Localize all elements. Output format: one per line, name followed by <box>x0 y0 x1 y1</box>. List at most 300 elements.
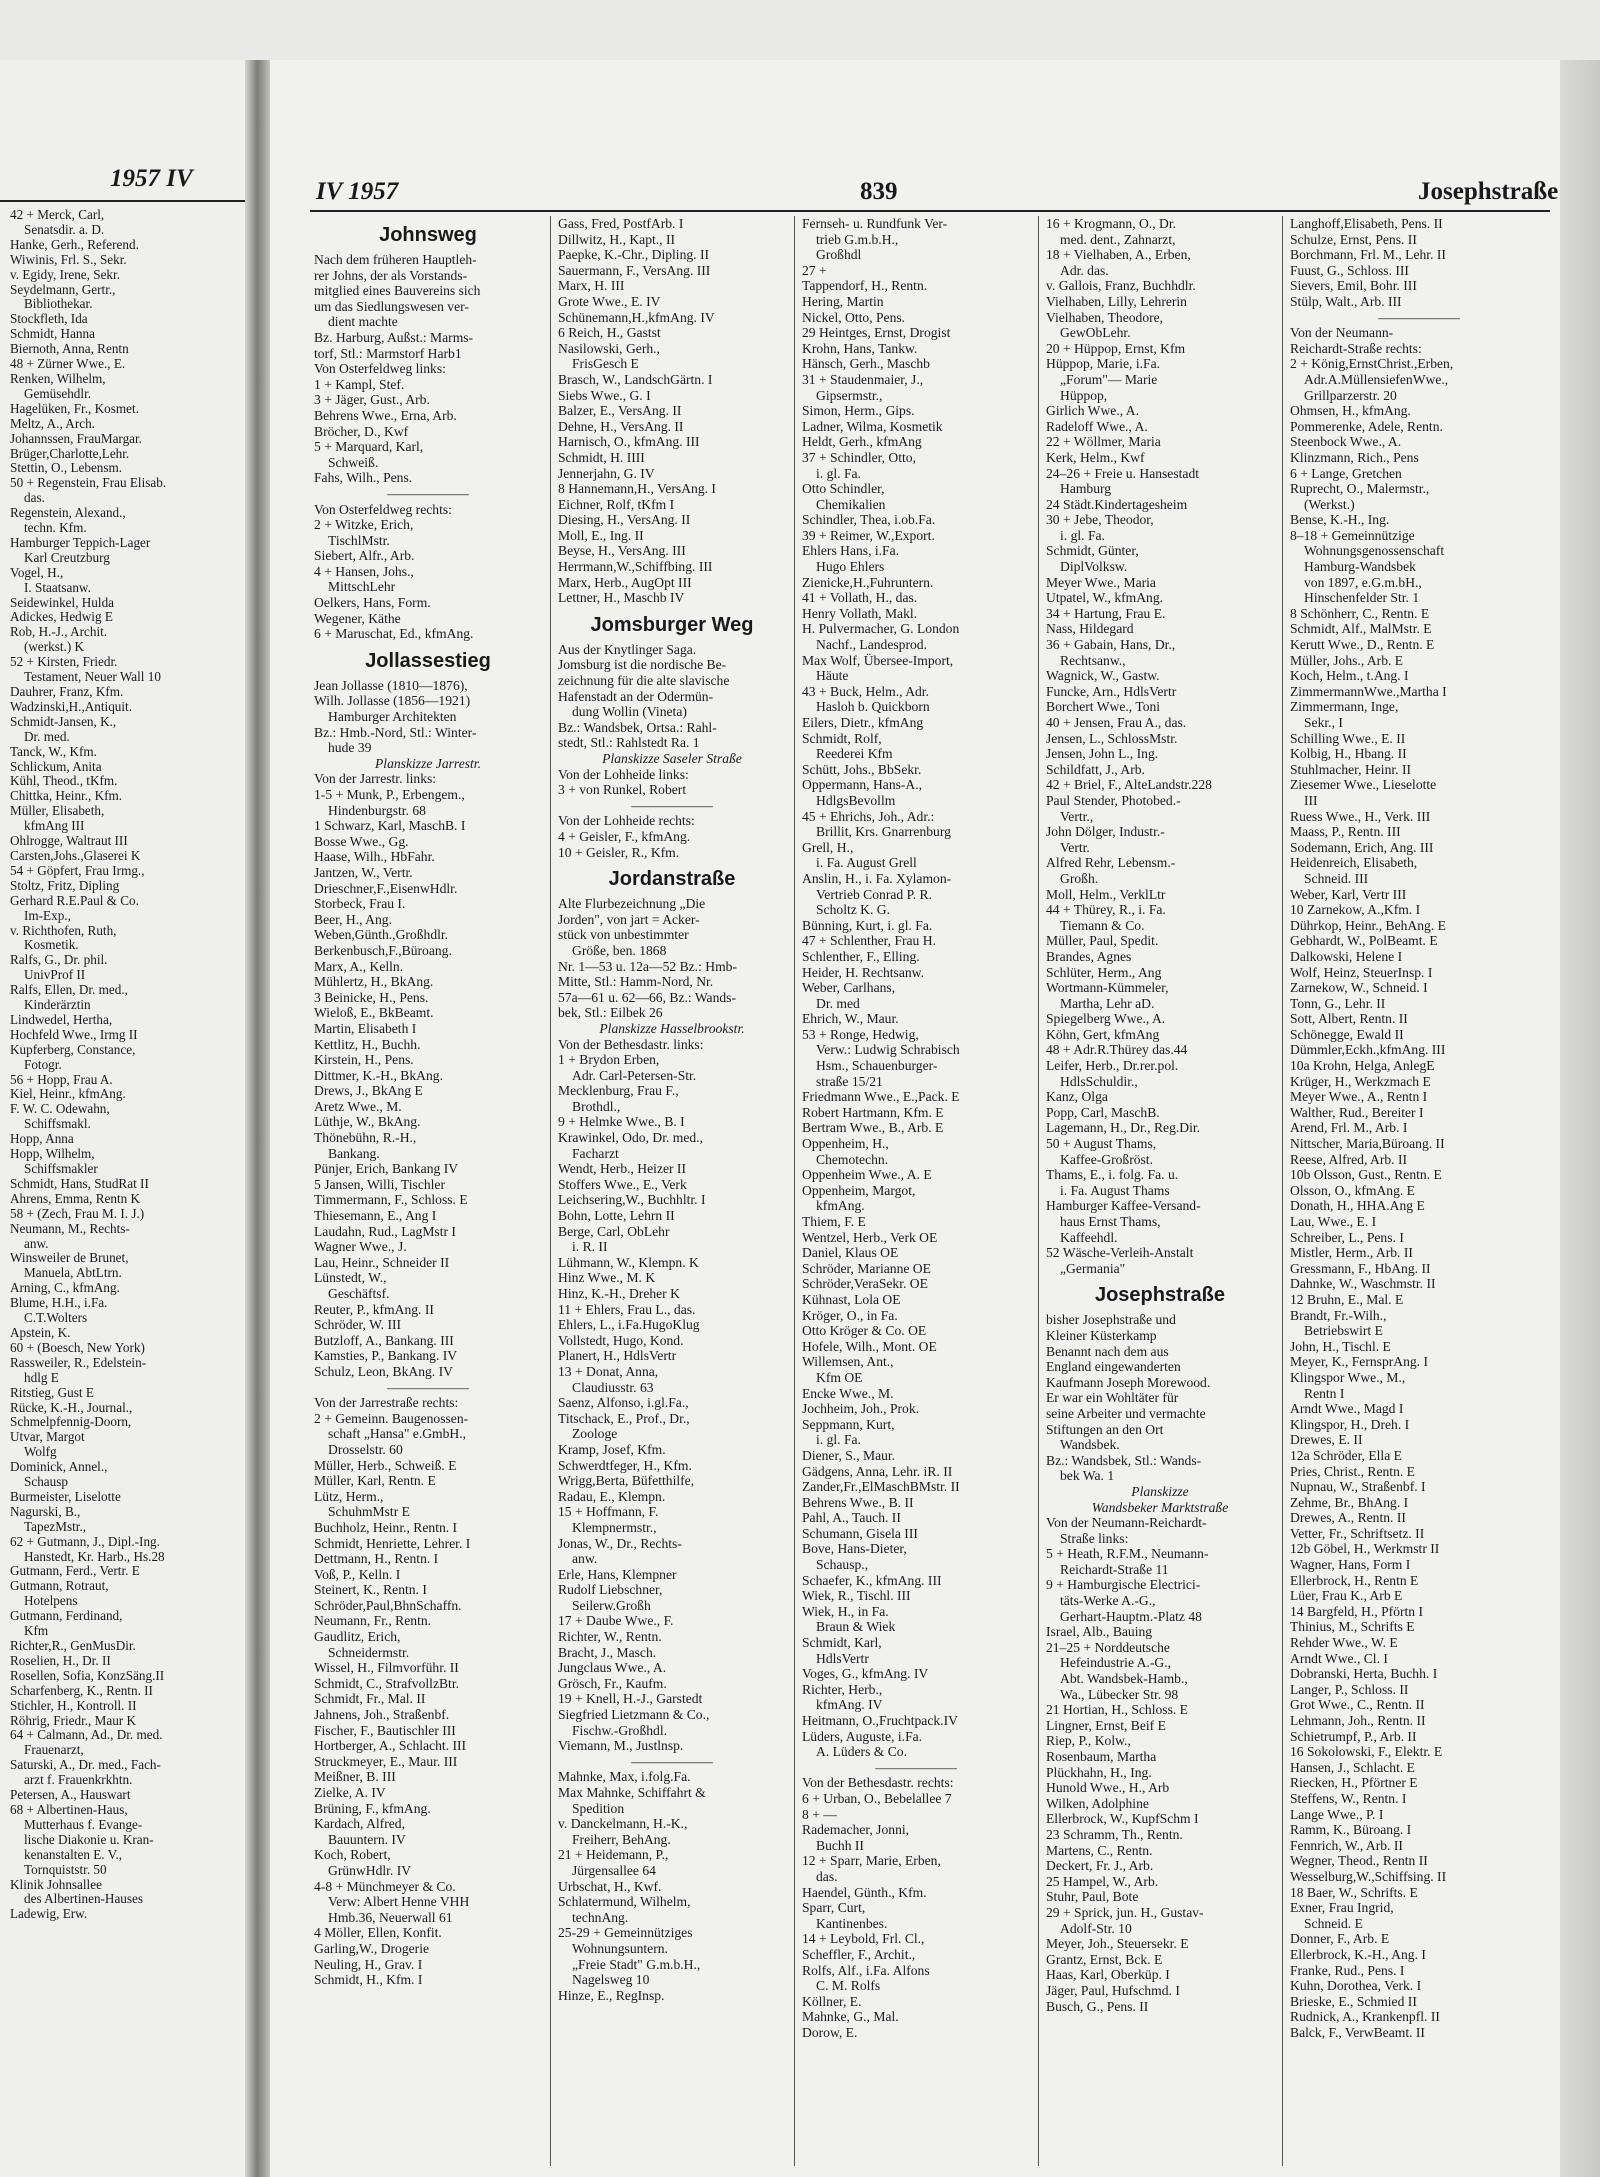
directory-entry: Hamburger Teppich-Lager <box>10 535 151 550</box>
directory-entry: Jahnens, Joh., Straßenbf. <box>314 1707 450 1723</box>
directory-entry: Jensen, L., SchlossMstr. <box>1046 730 1178 746</box>
directory-entry: Aretz Wwe., M. <box>314 1098 402 1114</box>
directory-entry: Friedmann Wwe., E.,Pack. E <box>802 1089 960 1105</box>
directory-entry: 57a—61 u. 62—66, Bz.: Wands- <box>558 989 736 1005</box>
directory-entry: Zarnekow, W., Schneid. I <box>1290 980 1428 996</box>
directory-entry: Köhn, Gert, kfmAng <box>1046 1026 1160 1042</box>
directory-entry: Bz. Harburg, Außst.: Marms- <box>314 329 474 345</box>
directory-entry: 42 + Merck, Carl, <box>10 208 105 222</box>
directory-entry: Kolbig, H., Hbang. II <box>1290 746 1407 762</box>
directory-entry: Nach dem früheren Hauptleh- <box>314 252 477 267</box>
directory-entry: v. Richthofen, Ruth, <box>10 923 117 938</box>
directory-entry: Brüning, F., kfmAng. <box>314 1800 431 1816</box>
entry-continuation: kfmAng. IV <box>816 1697 883 1713</box>
directory-entry: 10b Olsson, Gust., Rentn. E <box>1290 1167 1442 1183</box>
directory-entry: 58 + (Zech, Frau M. I. J.) <box>10 1206 145 1221</box>
directory-entry: Lange Wwe., P. I <box>1290 1806 1384 1822</box>
directory-entry: Sodemann, Erich, Ang. III <box>1290 839 1434 855</box>
directory-entry: Arning, C., kfmAng. <box>10 1281 120 1296</box>
directory-entry: Winsweiler de Brunet, <box>10 1251 129 1266</box>
entry-continuation: Senatsdir. a. D. <box>24 222 105 237</box>
directory-entry: Schulz, Leon, BkAng. IV <box>314 1363 453 1379</box>
directory-entry: Wesselburg,W.,Schiffsing. II <box>1290 1868 1447 1884</box>
entry-continuation: Jürgensallee 64 <box>572 1862 656 1878</box>
map-reference: Wandsbeker Marktstraße <box>1091 1499 1229 1515</box>
entry-continuation: Tornquiststr. 50 <box>24 1862 107 1877</box>
directory-entry: Klinzmann, Rich., Pens <box>1290 449 1419 465</box>
directory-entry: Drewes, A., Rentn. II <box>1290 1510 1406 1526</box>
entry-continuation: des Albertinen-Hauses <box>24 1892 144 1907</box>
directory-entry: Wissel, H., Filmvorführ. II <box>314 1660 459 1676</box>
directory-entry: Bense, K.-H., Ing. <box>1290 512 1390 528</box>
directory-entry: Simon, Herm., Gips. <box>802 403 915 419</box>
directory-entry: 14 Bargfeld, H., Pförtn I <box>1290 1603 1424 1619</box>
directory-entry: Gerhard R.E.Paul & Co. <box>10 893 139 908</box>
directory-entry: 16 + Krogmann, O., Dr. <box>1046 216 1176 231</box>
directory-entry: Hagelüken, Fr., Kosmet. <box>10 401 139 416</box>
directory-entry: 6 + Maruschat, Ed., kfmAng. <box>314 626 474 642</box>
directory-entry: Jungclaus Wwe., A. <box>558 1660 667 1676</box>
directory-entry: Siebs Wwe., G. I <box>558 387 651 403</box>
directory-entry: Kanz, Olga <box>1046 1089 1108 1105</box>
directory-entry: 3 Beinicke, H., Pens. <box>314 989 429 1005</box>
directory-entry: Müller, Paul, Spedit. <box>1046 933 1159 949</box>
directory-entry: Hansen, J., Schlacht. E <box>1290 1759 1415 1775</box>
directory-entry: Ruprecht, O., Malermstr., <box>1290 481 1430 497</box>
directory-entry: Utpatel, W., kfmAng. <box>1046 590 1164 606</box>
entry-continuation: A. Lüders & Co. <box>816 1744 907 1760</box>
directory-entry: 16 Sokolowski, F., Elektr. E <box>1290 1744 1443 1760</box>
directory-entry: Tappendorf, H., Rentn. <box>802 278 928 294</box>
directory-entry: Scheffler, F., Archit., <box>802 1946 916 1962</box>
directory-entry: Heider, H. Rechtsanw. <box>802 964 925 980</box>
directory-entry: Tonn, G., Lehr. II <box>1290 995 1386 1011</box>
directory-entry: Hopp, Wilhelm, <box>10 1147 95 1162</box>
entry-continuation: Testament, Neuer Wall 10 <box>24 670 161 685</box>
directory-column-4 <box>1046 216 1274 2166</box>
directory-entry: Paepke, K.-Chr., Dipling. II <box>558 247 710 263</box>
directory-entry: Lingner, Ernst, Beif E <box>1046 1717 1166 1733</box>
directory-entry: 48 + Zürner Wwe., E. <box>10 357 126 372</box>
directory-entry: Alte Flurbezeichnung „Die <box>558 896 706 912</box>
directory-entry: Ruess Wwe., H., Verk. III <box>1290 808 1431 824</box>
directory-entry: Schröder, W. III <box>314 1317 402 1333</box>
directory-entry: Reichardt-Straße rechts: <box>1290 340 1422 356</box>
entry-continuation: Schausp <box>24 1475 68 1490</box>
directory-entry: Borchmann, Frl. M., Lehr. II <box>1290 247 1446 263</box>
directory-entry: Haase, Wilh., HbFahr. <box>314 849 435 865</box>
directory-entry: Schünemann,H.,kfmAng. IV <box>558 309 715 325</box>
directory-entry: Ahrens, Emma, Rentn K <box>10 1191 141 1206</box>
entry-continuation: kfmAng. <box>816 1198 865 1214</box>
directory-entry: Steinert, K., Rentn. I <box>314 1582 427 1598</box>
directory-entry: Herrmann,W.,Schiffbing. III <box>558 559 713 575</box>
directory-entry: Olsson, O., kfmAng. E <box>1290 1182 1415 1198</box>
directory-entry: Oppenheim Wwe., A. E <box>802 1167 932 1183</box>
directory-entry: Schlüter, Herm., Ang <box>1046 964 1162 980</box>
directory-entry: Oppermann, Hans-A., <box>802 777 923 793</box>
directory-entry: 19 + Knell, H.-J., Garstedt <box>558 1691 703 1707</box>
directory-entry: 25-29 + Gemeinnütziges <box>558 1925 693 1941</box>
directory-entry: Hamburger Kaffee-Versand- <box>1046 1198 1201 1214</box>
directory-entry: Rücke, K.-H., Journal., <box>10 1400 133 1415</box>
directory-entry: Lau, Heinr., Schneider II <box>314 1254 450 1270</box>
directory-entry: Walther, Rud., Bereiter I <box>1290 1104 1424 1120</box>
directory-entry: Ralfs, G., Dr. phil. <box>10 953 108 968</box>
entry-continuation: „Germania" <box>1060 1260 1126 1276</box>
directory-entry: Weben,Günth.,Großhdlr. <box>314 927 449 943</box>
directory-entry: Schmidt, H. IIII <box>558 449 645 465</box>
entry-continuation: Rentn I <box>1304 1385 1345 1401</box>
entry-continuation: Hamburg-Wandsbek <box>1304 559 1416 575</box>
entry-continuation: Claudiusstr. 63 <box>572 1379 654 1395</box>
directory-entry: Gass, Fred, PostfArb. I <box>558 216 684 231</box>
directory-entry: Wrigg,Berta, Büfetthilfe, <box>558 1473 695 1489</box>
directory-entry: Stülp, Walt., Arb. III <box>1290 293 1402 309</box>
entry-continuation: Mutterhaus f. Evange- <box>24 1817 143 1832</box>
entry-continuation: (werkst.) K <box>24 640 85 655</box>
directory-entry: Riep, P., Kolw., <box>1046 1733 1131 1749</box>
directory-entry: 21–25 + Norddeutsche <box>1046 1639 1170 1655</box>
section-separator: —————— <box>631 797 713 813</box>
entry-continuation: Schausp., <box>816 1557 869 1573</box>
directory-entry: Meyer, Joh., Steuersekr. E <box>1046 1936 1189 1952</box>
directory-entry: Vogel, H., <box>10 565 64 580</box>
entry-continuation: Dr. med. <box>24 729 70 744</box>
directory-column-2 <box>558 216 786 2166</box>
directory-entry: 1-5 + Munk, P., Erbengem., <box>314 787 465 802</box>
directory-entry: Hopp, Anna <box>10 1132 74 1147</box>
directory-entry: 25 Hampel, W., Arb. <box>1046 1873 1159 1889</box>
entry-continuation: Zoologe <box>572 1426 618 1442</box>
entry-continuation: TapezMstr., <box>24 1519 87 1534</box>
directory-entry: 50 + August Thams, <box>1046 1136 1157 1152</box>
directory-entry: Alfred Rehr, Lebensm.- <box>1046 855 1176 871</box>
directory-entry: Dahnke, W., Waschmstr. II <box>1290 1276 1436 1292</box>
directory-entry: Ellerbrock, K.-H., Ang. I <box>1290 1946 1426 1962</box>
directory-entry: Jorden", von jart = Acker- <box>558 911 700 927</box>
entry-continuation: Frauenarzt, <box>24 1743 84 1758</box>
directory-entry: Jomsburg ist die nordische Be- <box>558 657 727 673</box>
directory-entry: Hinz, K.-H., Dreher K <box>558 1286 680 1301</box>
directory-entry: 9 + Hamburgische Electrici- <box>1046 1577 1201 1593</box>
directory-entry: Diener, S., Maur. <box>802 1447 896 1463</box>
entry-continuation: Hinschenfelder Str. 1 <box>1304 590 1420 606</box>
directory-column-5 <box>1290 216 1548 2166</box>
directory-entry: Kuhn, Dorothea, Verk. I <box>1290 1978 1422 1994</box>
directory-entry: 17 + Daube Wwe., F. <box>558 1613 674 1629</box>
directory-entry: Bz.: Wandsbek, Stl.: Wands- <box>1046 1452 1202 1468</box>
directory-entry: Ladewig, Erw. <box>10 1907 88 1922</box>
directory-entry: 39 + Reimer, W.,Export. <box>802 527 935 543</box>
directory-entry: 53 + Ronge, Hedwig, <box>802 1026 919 1042</box>
directory-entry: 30 + Jebe, Theodor, <box>1046 512 1154 528</box>
directory-entry: Heitmann, O.,Fruchtpack.IV <box>802 1713 958 1728</box>
entry-continuation: Gerhart-Hauptm.-Platz 48 <box>1060 1608 1202 1624</box>
directory-entry: Wegner, Theod., Rentn II <box>1290 1853 1428 1869</box>
directory-entry: Balzer, E., VersAng. II <box>558 403 682 419</box>
page-number: 839 <box>860 178 898 205</box>
directory-entry: Wentzel, Herb., Verk OE <box>802 1229 938 1245</box>
directory-entry: Bove, Hans-Dieter, <box>802 1541 907 1557</box>
directory-entry: 10 Zarnekow, A.,Kfm. I <box>1290 902 1421 918</box>
entry-continuation: von 1897, e.G.m.bH., <box>1304 574 1422 590</box>
directory-entry: Klingspor, H., Dreh. I <box>1290 1416 1410 1432</box>
directory-entry: Ziesemer Wwe., Lieselotte <box>1290 777 1437 793</box>
directory-entry: Wiwinis, Frl. S., Sekr. <box>10 252 127 267</box>
entry-continuation: Chemikalien <box>816 496 886 512</box>
directory-entry: Schumann, Gisela III <box>802 1525 918 1541</box>
entry-continuation: Großh. <box>1060 870 1099 886</box>
directory-entry: Ehrich, W., Maur. <box>802 1011 899 1027</box>
directory-entry: 22 + Wöllmer, Maria <box>1046 434 1161 450</box>
directory-entry: Bosse Wwe., Gg. <box>314 833 409 849</box>
directory-entry: Pahl, A., Tauch. II <box>802 1510 901 1526</box>
directory-entry: 2 + Witzke, Erich, <box>314 517 414 533</box>
directory-entry: Pommerenke, Adele, Rentn. <box>1290 418 1443 434</box>
directory-entry: Rehder Wwe., W. E <box>1290 1635 1398 1651</box>
directory-entry: 12a Schröder, Ella E <box>1290 1447 1402 1463</box>
directory-entry: Schietrumpf, P., Arb. II <box>1290 1728 1417 1744</box>
directory-entry: Fernseh- u. Rundfunk Ver- <box>802 216 948 231</box>
entry-continuation: Chemotechn. <box>816 1151 889 1167</box>
directory-entry: Riecken, H., Pförtner E <box>1290 1775 1418 1791</box>
directory-entry: Stuhr, Paul, Bote <box>1046 1889 1139 1905</box>
directory-entry: Vielhaben, Theodore, <box>1046 309 1164 325</box>
directory-entry: Oppenheim, H., <box>802 1136 889 1152</box>
map-reference: Planskizze Saseler Straße <box>602 751 742 766</box>
entry-continuation: bek Wa. 1 <box>1060 1468 1115 1484</box>
entry-continuation: Kantinenbes. <box>816 1915 888 1931</box>
directory-entry: Popp, Carl, MaschB. <box>1046 1104 1160 1120</box>
directory-entry: Schmidt, Karl, <box>802 1635 882 1651</box>
directory-entry: 29 + Sprick, jun. H., Gustav- <box>1046 1904 1204 1920</box>
directory-entry: mitglied eines Bauvereins sich <box>314 283 481 299</box>
entry-continuation: i. Fa. August Thams <box>1060 1182 1170 1198</box>
directory-entry: 50 + Regenstein, Frau Elisab. <box>10 476 167 491</box>
directory-entry: Ladner, Wilma, Kosmetik <box>802 418 943 434</box>
directory-entry: Kühl, Theod., tKfm. <box>10 774 118 789</box>
directory-entry: Carsten,Johs.,Glaserei K <box>10 848 141 863</box>
entry-continuation: Hanstedt, Kr. Harb., Hs.28 <box>24 1549 165 1564</box>
directory-entry: Rolfs, Alf., i.Fa. Alfons <box>802 1962 930 1978</box>
directory-entry: 5 + Marquard, Karl, <box>314 439 424 455</box>
directory-entry: Spiegelberg Wwe., A. <box>1046 1011 1166 1027</box>
directory-entry: 47 + Schlenther, Frau H. <box>802 933 936 949</box>
entry-continuation: „Freie Stadt" G.m.b.H., <box>572 1956 701 1972</box>
map-reference: Planskizze Hasselbrookstr. <box>599 1020 745 1036</box>
directory-entry: Sparr, Curt, <box>802 1900 866 1916</box>
directory-entry: 45 + Ehrichs, Joh., Adr.: <box>802 808 935 824</box>
directory-entry: Berkenbusch,F.,Büroang. <box>314 942 452 958</box>
directory-entry: 42 + Briel, F., AlteLandstr.228 <box>1046 777 1212 793</box>
directory-entry: Mitte, Stl.: Hamm-Nord, Nr. <box>558 974 714 990</box>
entry-continuation: Adolf-Str. 10 <box>1060 1920 1132 1936</box>
directory-entry: 4 + Geisler, F., kfmAng. <box>558 828 691 844</box>
entry-continuation: Reichardt-Straße 11 <box>1060 1561 1169 1577</box>
directory-entry: Wegener, Käthe <box>314 610 401 626</box>
directory-entry: 2 + König,ErnstChrist.,Erben, <box>1290 356 1454 372</box>
directory-entry: Von der Neumann- <box>1290 325 1394 341</box>
directory-entry: Regenstein, Alexand., <box>10 506 126 521</box>
entry-continuation: Größe, ben. 1868 <box>572 942 667 958</box>
directory-entry: Schmidt, C., StrafvollzBtr. <box>314 1675 459 1691</box>
entry-continuation: anw. <box>24 1236 49 1251</box>
directory-entry: Eichner, Rolf, tKfm I <box>558 496 675 512</box>
directory-entry: Johannssen, FrauMargar. <box>10 431 142 446</box>
section-separator: —————— <box>387 1379 469 1395</box>
directory-entry: 6 + Lange, Gretchen <box>1290 465 1402 481</box>
directory-entry: Funcke, Arn., HdlsVertr <box>1046 683 1177 699</box>
directory-entry: Bohn, Lotte, Lehrn II <box>558 1208 675 1224</box>
directory-entry: Röhrig, Friedr., Maur K <box>10 1713 137 1728</box>
directory-entry: Wortmann-Kümmeler, <box>1046 980 1169 996</box>
directory-entry: Nupnau, W., Straßenbf. I <box>1290 1479 1426 1495</box>
entry-continuation: i. R. II <box>572 1239 608 1255</box>
entry-continuation: Im-Exp., <box>24 908 71 923</box>
street-heading: Jollassestieg <box>365 649 491 672</box>
directory-entry: Wagnick, W., Gastw. <box>1046 668 1160 684</box>
directory-entry: Voges, G., kfmAng. IV <box>802 1666 929 1682</box>
directory-entry: Hochfeld Wwe., Irmg II <box>10 1027 138 1042</box>
street-heading: Jomsburger Weg <box>590 613 754 636</box>
section-separator: —————— <box>387 485 469 501</box>
directory-entry: Dehne, H., VersAng. II <box>558 418 684 434</box>
directory-entry: Planert, H., HdlsVertr <box>558 1348 677 1364</box>
directory-entry: Saenz, Alfonso, i.gl.Fa., <box>558 1395 689 1411</box>
directory-entry: Wiek, H., in Fa. <box>802 1603 889 1619</box>
directory-entry: Timmermann, F., Schloss. E <box>314 1192 468 1208</box>
directory-entry: 5 Jansen, Willi, Tischler <box>314 1176 445 1192</box>
entry-continuation: dient machte <box>328 314 398 330</box>
directory-entry: Schröder,VeraSekr. OE <box>802 1276 928 1292</box>
directory-entry: Gutmann, Ferd., Vertr. E <box>10 1564 140 1579</box>
directory-entry: 29 Heintges, Ernst, Drogist <box>802 325 951 341</box>
directory-entry: Schmidt-Jansen, K., <box>10 714 117 729</box>
entry-continuation: Hasloh b. Quickborn <box>816 699 930 715</box>
directory-entry: Berge, Carl, ObLehr <box>558 1223 670 1239</box>
directory-entry: Apstein, K. <box>10 1325 71 1340</box>
entry-continuation: anw. <box>572 1551 598 1567</box>
entry-continuation: (Werkst.) <box>1304 496 1355 512</box>
directory-entry: Storbeck, Frau I. <box>314 896 406 912</box>
directory-entry: Kleiner Küsterkamp <box>1046 1327 1157 1343</box>
directory-entry: 3 + Jäger, Gust., Arb. <box>314 392 430 408</box>
directory-entry: v. Egidy, Irene, Sekr. <box>10 267 120 282</box>
directory-entry: 31 + Staudenmaier, J., <box>802 371 924 387</box>
directory-entry: Marx, Herb., AugOpt III <box>558 574 692 590</box>
directory-entry: 4-8 + Münchmeyer & Co. <box>314 1878 456 1894</box>
directory-entry: Stuhlmacher, Heinr. II <box>1290 761 1412 777</box>
entry-continuation: Karl Creutzburg <box>24 550 110 565</box>
directory-entry: 18 + Vielhaben, A., Erben, <box>1046 247 1191 263</box>
directory-entry: Hinze, E., RegInsp. <box>558 1987 665 2003</box>
directory-entry: Lindwedel, Hertha, <box>10 1012 113 1027</box>
directory-entry: 43 + Buck, Helm., Adr. <box>802 683 929 699</box>
directory-entry: Richter, Herb., <box>802 1681 883 1697</box>
directory-entry: Schmidt, Rolf, <box>802 730 882 746</box>
directory-entry: Richter, W., Rentn. <box>558 1629 662 1645</box>
directory-entry: 23 Schramm, Th., Rentn. <box>1046 1826 1183 1842</box>
directory-entry: Oelkers, Hans, Form. <box>314 595 431 611</box>
directory-entry: 6 Reich, H., Gastst <box>558 325 661 341</box>
directory-entry: Franke, Rud., Pens. I <box>1290 1962 1405 1978</box>
directory-entry: Krohn, Hans, Tankw. <box>802 340 918 356</box>
directory-entry: Hunold Wwe., H., Arb <box>1046 1780 1170 1796</box>
directory-entry: 37 + Schindler, Otto, <box>802 449 916 465</box>
directory-entry: Mistler, Herm., Arb. II <box>1290 1245 1413 1261</box>
left-page-header: 1957 IV <box>110 165 193 192</box>
directory-entry: Müller, Johs., Arb. E <box>1290 652 1404 668</box>
directory-entry: Meißner, B. III <box>314 1769 396 1785</box>
entry-continuation: „Forum"— Marie <box>1060 371 1158 387</box>
directory-entry: Stoffers Wwe., E., Verk <box>558 1176 687 1192</box>
directory-entry: Wilken, Adolphine <box>1046 1795 1149 1811</box>
directory-entry: Encke Wwe., M. <box>802 1385 894 1401</box>
directory-entry: Marx, H. III <box>558 278 625 294</box>
directory-entry: Sauermann, F., VersAng. III <box>558 262 711 278</box>
directory-entry: Struckmeyer, E., Maur. III <box>314 1753 458 1769</box>
directory-entry: Brasch, W., LandschGärtn. I <box>558 371 713 387</box>
directory-entry: 8–18 + Gemeinnützige <box>1290 527 1415 543</box>
directory-entry: 10a Krohn, Helga, AnlegE <box>1290 1058 1435 1074</box>
directory-entry: Nickel, Otto, Pens. <box>802 309 906 325</box>
directory-entry: Pries, Christ., Rentn. E <box>1290 1463 1415 1479</box>
directory-entry: Rudolf Liebschner, <box>558 1582 663 1598</box>
entry-continuation: Scholtz K. G. <box>816 902 891 918</box>
entry-continuation: III <box>1304 792 1318 808</box>
directory-entry: seine Arbeiter und vermachte <box>1046 1405 1206 1421</box>
entry-continuation: schaft „Hansa" e.GmbH., <box>328 1426 467 1442</box>
directory-entry: 9 + Helmke Wwe., B. I <box>558 1114 685 1130</box>
section-separator: —————— <box>875 1759 957 1775</box>
directory-entry: England eingewanderten <box>1046 1359 1181 1375</box>
directory-entry: Kirstein, H., Pens. <box>314 1052 414 1068</box>
directory-entry: Brüger,Charlotte,Lehr. <box>10 446 130 461</box>
entry-continuation: kenanstalten E. V., <box>24 1847 123 1862</box>
entry-continuation: C.T.Wolters <box>24 1311 88 1326</box>
directory-entry: Kupferberg, Constance, <box>10 1042 136 1057</box>
directory-entry: Reuter, P., kfmAng. II <box>314 1301 434 1317</box>
directory-entry: Müller, Elisabeth, <box>10 804 105 819</box>
directory-entry: Lau, Wwe., E. I <box>1290 1214 1377 1229</box>
directory-entry: Schmidt, Hanna <box>10 327 95 342</box>
column-divider-3 <box>1038 216 1039 2166</box>
directory-entry: Zimmermann, Inge, <box>1290 699 1399 715</box>
directory-entry: Wagner Wwe., J. <box>314 1239 407 1255</box>
directory-entry: Gebhardt, W., PolBeamt. E <box>1290 933 1438 949</box>
entry-continuation: Freiherr, BehAng. <box>572 1831 671 1847</box>
directory-entry: Schilling Wwe., E. II <box>1290 730 1406 746</box>
directory-column-3 <box>802 216 1030 2166</box>
entry-continuation: täts-Werke A.-G., <box>1060 1593 1156 1609</box>
directory-entry: Dauhrer, Franz, Kfm. <box>10 685 124 699</box>
directory-entry: Dittmer, K.-H., BkAng. <box>314 1067 443 1083</box>
map-reference: Planskizze Jarrestr. <box>375 755 481 771</box>
directory-entry: Ehlers Hans, i.Fa. <box>802 543 900 559</box>
directory-entry: Nagurski, B., <box>10 1504 81 1519</box>
directory-entry: Schlatermund, Wilhelm, <box>558 1894 691 1910</box>
directory-entry: Blume, H.H., i.Fa. <box>10 1296 108 1311</box>
entry-continuation: Buchh II <box>816 1837 864 1853</box>
directory-entry: stück von unbestimmter <box>558 927 689 943</box>
directory-entry: Dührkop, Heinr., BehAng. E <box>1290 917 1446 933</box>
directory-entry: Stockfleth, Ida <box>10 312 88 327</box>
street-heading: Jordanstraße <box>608 868 736 891</box>
entry-continuation: Fischw.-Großhdl. <box>572 1722 668 1738</box>
directory-entry: Wagner, Hans, Form I <box>1290 1557 1411 1573</box>
directory-entry: Stiftungen an den Ort <box>1046 1421 1164 1437</box>
